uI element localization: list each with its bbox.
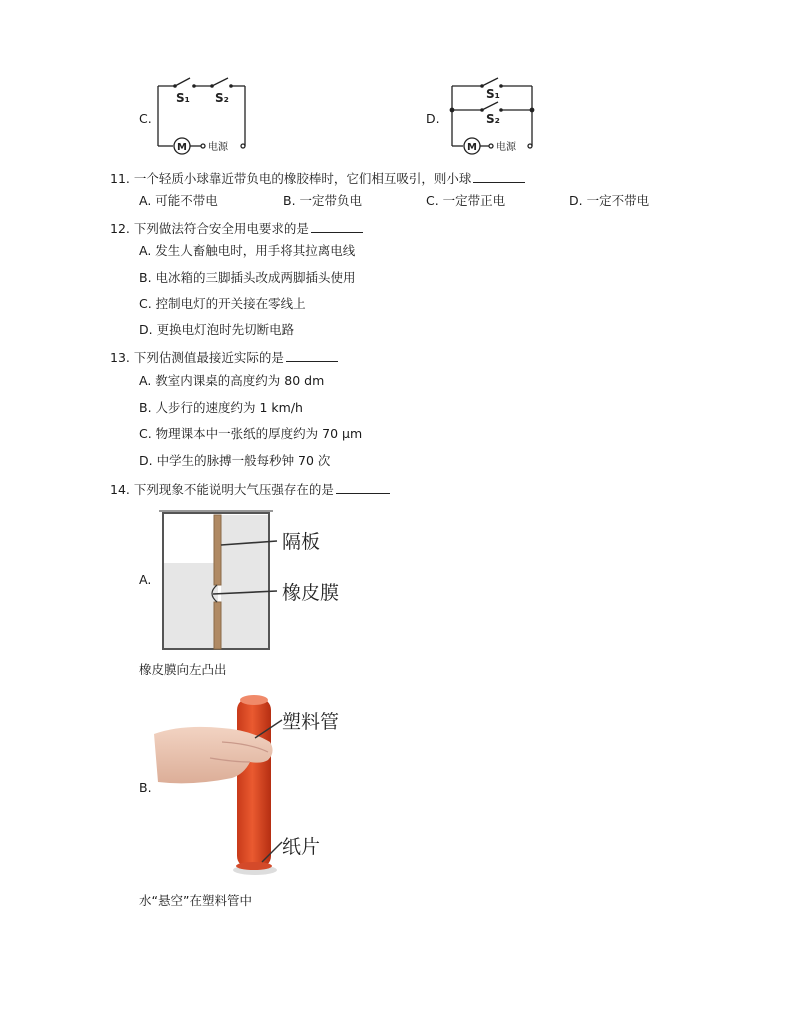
- q12-option-a[interactable]: A. 发生人畜触电时，用手将其拉离电线: [139, 243, 356, 258]
- q10d-s2-label: S₂: [486, 112, 500, 126]
- q10c-motor-label: M: [177, 142, 187, 153]
- q12-option-c[interactable]: C. 控制电灯的开关接在零线上: [139, 296, 306, 311]
- q11-stem-text: 11. 一个轻质小球靠近带负电的橡胶棒时，它们相互吸引，则小球: [110, 171, 472, 186]
- q11-option-a[interactable]: A. 可能不带电: [139, 193, 218, 208]
- q14-option-b-label[interactable]: B.: [139, 780, 152, 795]
- q14-stem: [110, 481, 390, 498]
- q11-stem: [110, 170, 525, 187]
- q12-stem-text: 12. 下列做法符合安全用电要求的是: [110, 221, 309, 236]
- q10-option-c-label[interactable]: C.: [139, 111, 152, 126]
- partition-label: 隔板: [282, 531, 321, 553]
- paper-card-label: 纸片: [282, 836, 321, 858]
- q10d-source-label: 电源: [496, 142, 516, 153]
- q11-option-b[interactable]: B. 一定带负电: [283, 193, 363, 208]
- q13-stem: [110, 349, 338, 366]
- q13-option-c[interactable]: C. 物理课本中一张纸的厚度约为 70 μm: [139, 426, 363, 441]
- q10-option-c-circuit: [154, 76, 250, 156]
- q13-option-a[interactable]: A. 教室内课桌的高度约为 80 dm: [139, 373, 325, 388]
- q11-option-d[interactable]: D. 一定不带电: [569, 193, 650, 208]
- q10-option-d-circuit: [446, 76, 538, 156]
- q12-answer-blank[interactable]: [311, 220, 363, 233]
- q12-option-b[interactable]: B. 电冰箱的三脚插头改成两脚插头使用: [139, 270, 356, 285]
- q10c-source-label: 电源: [208, 142, 228, 153]
- q14-option-a-label[interactable]: A.: [139, 572, 152, 587]
- q10c-s2-label: S₂: [215, 91, 229, 105]
- q11-answer-blank[interactable]: [473, 170, 525, 183]
- q13-answer-blank[interactable]: [286, 349, 338, 362]
- q10d-s1-label: S₁: [486, 87, 500, 101]
- q14-option-a-caption: 橡皮膜向左凸出: [139, 662, 227, 677]
- q10-option-d-label[interactable]: D.: [426, 111, 440, 126]
- membrane-label: 橡皮膜: [282, 582, 340, 604]
- q14-stem-text: 14. 下列现象不能说明大气压强存在的是: [110, 482, 334, 497]
- plastic-tube-label: 塑料管: [282, 711, 340, 733]
- q10d-motor-label: M: [467, 142, 477, 153]
- q13-stem-text: 13. 下列估测值最接近实际的是: [110, 350, 284, 365]
- q14-option-a-figure: [155, 505, 375, 655]
- q11-option-c[interactable]: C. 一定带正电: [426, 193, 506, 208]
- q12-stem: [110, 220, 363, 237]
- q13-option-b[interactable]: B. 人步行的速度约为 1 km/h: [139, 400, 303, 415]
- q14-answer-blank[interactable]: [336, 481, 390, 494]
- q14-option-b-caption: 水“悬空”在塑料管中: [139, 893, 252, 908]
- q10c-s1-label: S₁: [176, 91, 190, 105]
- q13-option-d[interactable]: D. 中学生的脉搏一般每秒钟 70 次: [139, 453, 331, 468]
- q12-option-d[interactable]: D. 更换电灯泡时先切断电路: [139, 322, 295, 337]
- q14-option-b-figure: [152, 690, 362, 880]
